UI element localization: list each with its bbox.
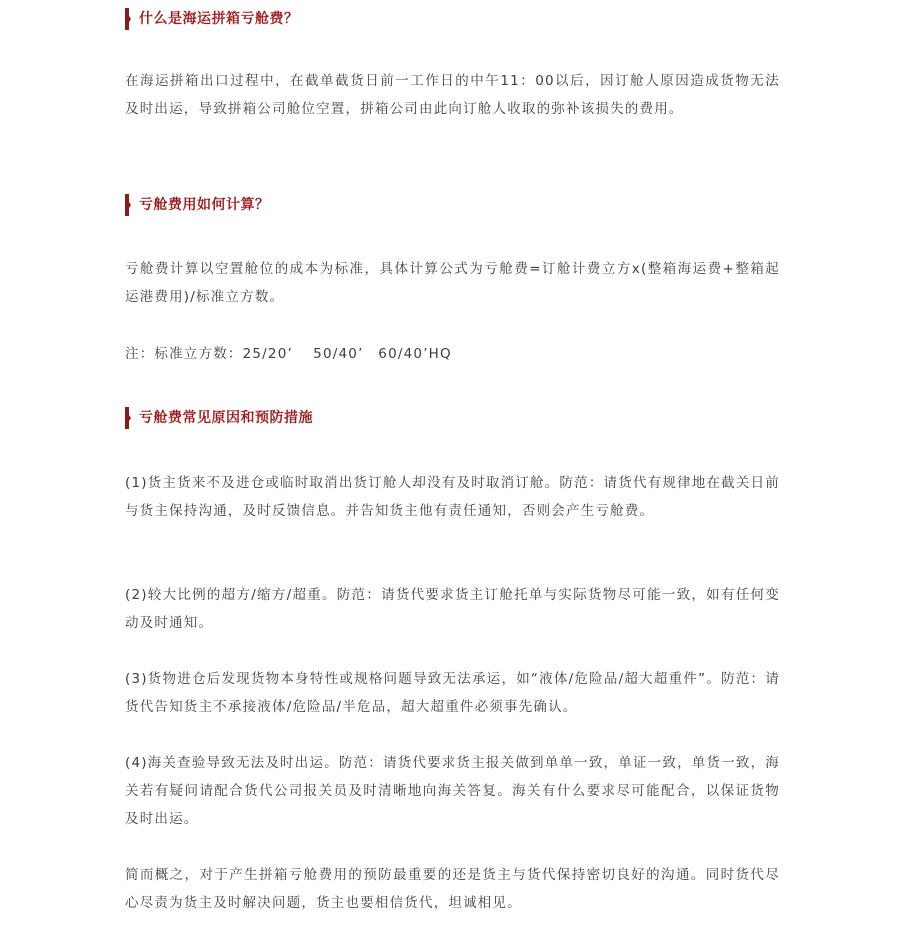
- section-heading-causes-prevention: [125, 405, 794, 431]
- paragraph-cause-1: (1)货主货来不及进仓或临时取消出货订舱人却没有及时取消订舱。防范：请货代有规律地在截关日前与货主保持沟通，及时反馈信息。并告知货主他有责任通知，否则会产生亏舱费。: [125, 475, 780, 519]
- section-heading-what-is: [125, 6, 794, 32]
- heading-marker-icon: [125, 194, 131, 216]
- heading-marker-icon: [125, 8, 131, 30]
- section-heading-text: 亏舱费常见原因和预防措施: [139, 410, 313, 426]
- heading-marker-icon: [125, 407, 131, 429]
- paragraph-definition: 在海运拼箱出口过程中，在截单截货日前一工作日的中午11：00以后，因订舱人原因造成货物无法及时出运，导致拼箱公司舱位空置，拼箱公司由此向订舱人收取的弥补该损失的费用。: [125, 73, 780, 117]
- paragraph-formula: 亏舱费计算以空置舱位的成本为标准，具体计算公式为亏舱费=订舱计费立方x(整箱海运费+整箱起运港费用)/标准立方数。: [125, 261, 780, 305]
- paragraph-standard-volume-note: 注：标准立方数：25/20’ 50/40’ 60/40’HQ: [125, 346, 452, 362]
- section-heading-text: 什么是海运拼箱亏舱费？: [139, 11, 299, 27]
- paragraph-cause-4: (4)海关查验导致无法及时出运。防范：请货代要求货主报关做到单单一致，单证一致，单货一致，海关若有疑问请配合货代公司报关员及时清晰地向海关答复。海关有什么要求尽可能配合，以保证货物及时出运。: [125, 755, 780, 827]
- paragraph-cause-2: (2)较大比例的超方/缩方/超重。防范：请货代要求货主订舱托单与实际货物尽可能一致，如有任何变动及时通知。: [125, 587, 780, 631]
- section-heading-calculation: [125, 192, 794, 218]
- paragraph-summary: 简而概之，对于产生拼箱亏舱费用的预防最重要的还是货主与货代保持密切良好的沟通。同时货代尽心尽责为货主及时解决问题，货主也要相信货代，坦诚相见。: [125, 867, 780, 911]
- section-heading-text: 亏舱费用如何计算？: [139, 197, 270, 213]
- paragraph-cause-3: (3)货物进仓后发现货物本身特性或规格问题导致无法承运，如“液体/危险品/超大超重件”。防范：请货代告知货主不承接液体/危险品/半危品，超大超重件必须事先确认。: [125, 671, 780, 715]
